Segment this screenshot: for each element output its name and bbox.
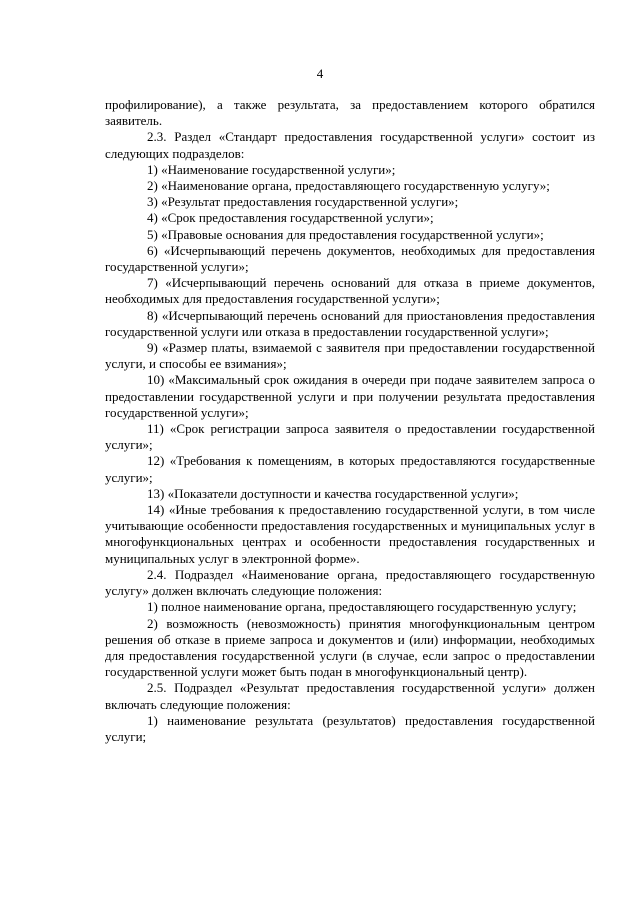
paragraph: 8) «Исчерпывающий перечень оснований для приостановления предоставления государственной услуги или отказа в предоставлении государственной услуги»;: [105, 307, 595, 339]
paragraph: 2.5. Подраздел «Результат предоставления государственной услуги» должен включать следующие положения:: [105, 680, 595, 712]
paragraph: 1) полное наименование органа, предоставляющего государственную услугу;: [147, 599, 577, 615]
paragraph: 6) «Исчерпывающий перечень документов, необходимых для предоставления государственной услуги»;: [105, 242, 595, 275]
paragraph: 2.3. Раздел «Стандарт предоставления государственной услуги» состоит из следующих подразделов:: [105, 129, 595, 161]
paragraph: профилирование), а также результата, за предоставлением которого обратился заявитель.: [105, 97, 595, 129]
paragraph: 13) «Показатели доступности и качества государственной услуги»;: [147, 485, 519, 501]
paragraph: 10) «Максимальный срок ожидания в очереди при подаче заявителем запроса о предоставлении государственной услуги и при получении результата предоставления государственной услуги»;: [105, 372, 595, 420]
page-number: 4: [316, 66, 324, 81]
paragraph: 9) «Размер платы, взимаемой с заявителя при предоставлении государственной услуги, и способы ее взимания»;: [105, 340, 595, 372]
paragraph: 14) «Иные требования к предоставлению государственной услуги, в том числе учитывающие особенности предоставления государственных и муниципальных услуг в многофункциональных центрах и особенности предоставления государственных и муниципальных услуг в электронной форме».: [105, 502, 595, 566]
paragraph: 2.4. Подраздел «Наименование органа, предоставляющего государственную услугу» должен включать следующие положения:: [105, 566, 595, 599]
paragraph: 7) «Исчерпывающий перечень оснований для отказа в приеме документов, необходимых для предоставления государственной услуги»;: [105, 275, 595, 307]
paragraph: 3) «Результат предоставления государственной услуги»;: [147, 194, 459, 210]
paragraph: 2) «Наименование органа, предоставляющего государственную услугу»;: [147, 178, 550, 194]
paragraph: 1) «Наименование государственной услуги»;: [147, 161, 396, 177]
paragraph: 4) «Срок предоставления государственной услуги»;: [147, 210, 434, 226]
paragraph: 2) возможность (невозможность) принятия многофункциональным центром решения об отказе в приеме запроса и документов и (или) информации, необходимых для предоставления государственной услуги (в случае, если запрос о предоставлении государственной услуги может быть подан в многофункциональный центр).: [105, 615, 595, 680]
paragraph: 1) наименование результата (результатов) предоставления государственной услуги;: [105, 712, 595, 744]
paragraph: 5) «Правовые основания для предоставления государственной услуги»;: [147, 226, 544, 242]
paragraph: 11) «Срок регистрации запроса заявителя о предоставлении государственной услуги»;: [105, 421, 595, 453]
document-body: [105, 97, 595, 745]
paragraph: 12) «Требования к помещениям, в которых предоставляются государственные услуги»;: [105, 453, 595, 485]
